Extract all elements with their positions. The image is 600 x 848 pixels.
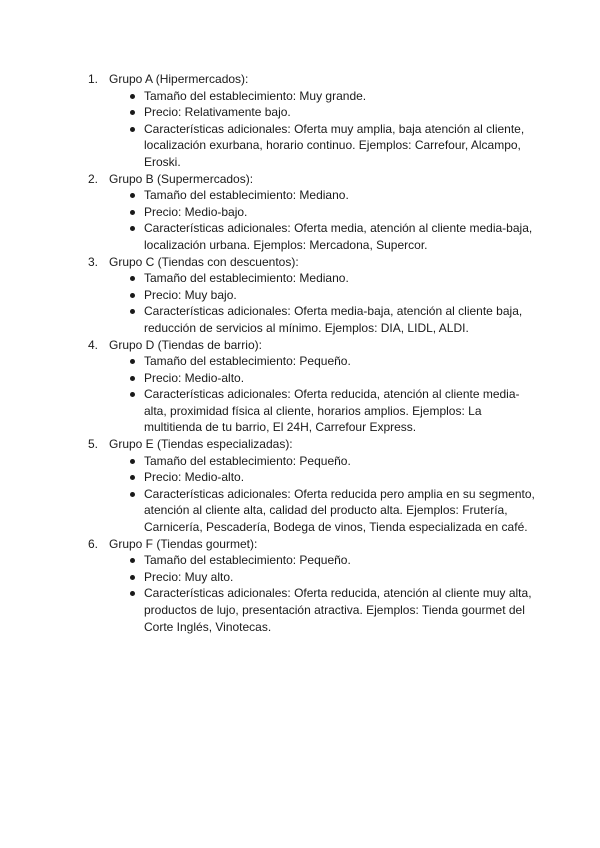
- bullet-icon: [130, 309, 135, 314]
- group-items: [88, 552, 538, 635]
- group-title: Grupo F (Tiendas gourmet):: [109, 536, 258, 551]
- item-text: Tamaño del establecimiento: Pequeño.: [144, 354, 351, 369]
- bullet-icon: [130, 392, 135, 397]
- bullet-icon: [130, 459, 135, 464]
- item-text: Características adicionales: Oferta media, atención al cliente media-baja, localización urbana. Ejemplos: Mercadona, Supercor.: [144, 221, 533, 252]
- bullet-icon: [130, 475, 135, 480]
- bullet-icon: [130, 591, 135, 596]
- item-text: Tamaño del establecimiento: Pequeño.: [144, 453, 351, 468]
- bullet-icon: [130, 94, 135, 99]
- group-c: [88, 254, 538, 337]
- bullet-icon: [130, 558, 135, 563]
- item-text: Precio: Muy bajo.: [144, 287, 237, 302]
- group-items: [88, 88, 538, 171]
- group-number: 1.: [88, 72, 99, 86]
- item-text: Precio: Muy alto.: [144, 569, 234, 584]
- bullet-icon: [130, 376, 135, 381]
- list-item: [144, 453, 538, 470]
- list-item: [144, 121, 538, 171]
- group-b: [88, 171, 538, 254]
- list-item: [144, 220, 538, 253]
- list-item: [144, 386, 538, 436]
- item-text: Tamaño del establecimiento: Mediano.: [144, 188, 349, 203]
- group-items: [88, 187, 538, 253]
- bullet-icon: [130, 210, 135, 215]
- list-item: [144, 303, 538, 336]
- list-item: [144, 187, 538, 204]
- group-f: [88, 536, 538, 636]
- group-a: [88, 71, 538, 171]
- group-title: Grupo B (Supermercados):: [109, 171, 254, 186]
- list-item: [144, 552, 538, 569]
- group-d: [88, 337, 538, 437]
- list-item: [144, 469, 538, 486]
- bullet-icon: [130, 276, 135, 281]
- bullet-icon: [130, 127, 135, 132]
- list-item: [144, 585, 538, 635]
- group-title: Grupo D (Tiendas de barrio):: [109, 337, 262, 352]
- group-number: 6.: [88, 536, 99, 551]
- item-text: Precio: Medio-alto.: [144, 470, 245, 485]
- group-list: [88, 71, 538, 635]
- item-text: Tamaño del establecimiento: Mediano.: [144, 271, 349, 286]
- item-text: Precio: Relativamente bajo.: [144, 105, 291, 120]
- list-item: [144, 353, 538, 370]
- bullet-icon: [130, 575, 135, 580]
- group-items: [88, 453, 538, 536]
- list-item: [144, 486, 538, 536]
- list-item: [144, 88, 538, 105]
- group-number: 4.: [88, 337, 99, 352]
- item-text: Características adicionales: Oferta reducida pero amplia en su segmento, atención al cliente alta, calidad del producto alta. Ejemplos: Frutería, Carnicería, Pescadería, Bodega de vinos, Tienda especializada en café.: [144, 486, 535, 535]
- group-title: Grupo C (Tiendas con descuentos):: [109, 254, 299, 269]
- item-text: Características adicionales: Oferta muy amplia, baja atención al cliente, localización exurbana, horario continuo. Ejemplos: Carrefour, Alcampo, Eroski.: [144, 121, 525, 169]
- item-text: Características adicionales: Oferta reducida, atención al cliente media-alta, proximidad física al cliente, horarios amplios. Ejemplos: La multitienda de tu barrio, El 24H, Carrefour Express.: [144, 387, 520, 435]
- bullet-icon: [130, 492, 135, 497]
- item-text: Características adicionales: Oferta reducida, atención al cliente muy alta, productos de lujo, presentación atractiva. Ejemplos: Tienda gourmet del Corte Inglés, Vinotecas.: [144, 586, 532, 634]
- bullet-icon: [130, 359, 135, 364]
- item-text: Características adicionales: Oferta media-baja, atención al cliente baja, reducción de servicios al mínimo. Ejemplos: DIA, LIDL, ALDI.: [144, 304, 523, 335]
- group-number: 3.: [88, 254, 99, 269]
- group-title: Grupo E (Tiendas especializadas):: [109, 437, 293, 452]
- list-item: [144, 104, 538, 121]
- bullet-icon: [130, 226, 135, 231]
- bullet-icon: [130, 193, 135, 198]
- item-text: Precio: Medio-bajo.: [144, 204, 248, 219]
- group-number: 2.: [88, 171, 99, 186]
- list-item: [144, 569, 538, 586]
- group-items: [88, 270, 538, 336]
- item-text: Tamaño del establecimiento: Muy grande.: [144, 88, 367, 103]
- group-title: Grupo A (Hipermercados):: [109, 72, 249, 86]
- bullet-icon: [130, 293, 135, 298]
- group-number: 5.: [88, 437, 99, 452]
- bullet-icon: [130, 110, 135, 115]
- item-text: Tamaño del establecimiento: Pequeño.: [144, 553, 351, 568]
- list-item: [144, 287, 538, 304]
- item-text: Precio: Medio-alto.: [144, 370, 245, 385]
- group-e: [88, 436, 538, 536]
- list-item: [144, 370, 538, 387]
- list-item: [144, 204, 538, 221]
- list-item: [144, 270, 538, 287]
- group-items: [88, 353, 538, 436]
